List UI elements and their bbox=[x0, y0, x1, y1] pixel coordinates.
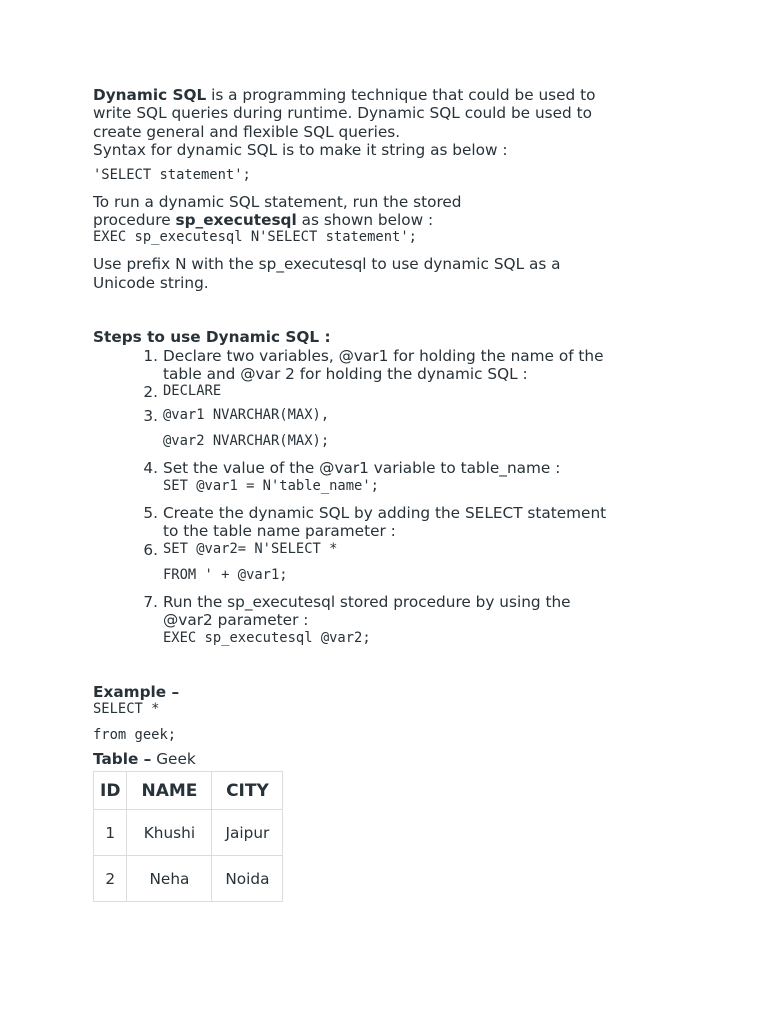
list-item: 3. @var1 NVARCHAR(MAX), @var2 NVARCHAR(MAX); bbox=[143, 407, 330, 450]
table-cell: 1 bbox=[94, 810, 127, 856]
list-item: 4. Set the value of the @var1 variable to table_name : SET @var1 = N'table_name'; bbox=[143, 459, 561, 494]
geek-table bbox=[93, 771, 283, 902]
table-caption: Table – Geek bbox=[93, 749, 196, 768]
list-item: 6. SET @var2= N'SELECT * FROM ' + @var1; bbox=[143, 540, 338, 583]
table-header-row bbox=[94, 772, 283, 810]
run-paragraph: To run a dynamic SQL statement, run the stored procedure sp_executesql as shown below : bbox=[93, 192, 462, 230]
table-row bbox=[94, 856, 283, 902]
example-heading: Example – bbox=[93, 682, 180, 701]
prefix-paragraph: Use prefix N with the sp_executesql to use dynamic SQL as a Unicode string. bbox=[93, 255, 561, 292]
exec-code: EXEC sp_executesql N'SELECT statement'; bbox=[93, 229, 417, 246]
table-cell: Noida bbox=[212, 856, 283, 902]
table-row bbox=[94, 810, 283, 856]
list-item: 1. Declare two variables, @var1 for holding the name of the table and @var 2 for holding the dynamic SQL : bbox=[143, 346, 604, 384]
intro-paragraph: Dynamic SQL is a programming technique that could be used to write SQL queries during runtime. Dynamic SQL could be used to create general and flexible SQL queries. Syntax for dynamic SQL is to make it string as below : bbox=[93, 86, 596, 160]
list-item: 7. Run the sp_executesql stored procedure by using the @var2 parameter : EXEC sp_executesql @var2; bbox=[143, 592, 571, 646]
list-item: 2. DECLARE bbox=[143, 383, 222, 402]
example-code-line-1: SELECT * bbox=[93, 700, 160, 717]
example-code-line-2: from geek; bbox=[93, 726, 177, 743]
sp-executesql-term: sp_executesql bbox=[175, 211, 297, 230]
table-cell: Khushi bbox=[127, 810, 212, 856]
list-item: 5. Create the dynamic SQL by adding the SELECT statement to the table name parameter : bbox=[143, 503, 607, 541]
table-cell: Neha bbox=[127, 856, 212, 902]
column-header: ID bbox=[94, 772, 127, 810]
column-header: CITY bbox=[212, 772, 283, 810]
column-header: NAME bbox=[127, 772, 212, 810]
syntax-code: 'SELECT statement'; bbox=[93, 166, 251, 183]
document-body bbox=[93, 86, 673, 902]
steps-list bbox=[93, 347, 673, 647]
table-cell: 2 bbox=[94, 856, 127, 902]
table-cell: Jaipur bbox=[212, 810, 283, 856]
dynamic-sql-term: Dynamic SQL bbox=[93, 86, 207, 104]
steps-heading: Steps to use Dynamic SQL : bbox=[93, 328, 331, 347]
